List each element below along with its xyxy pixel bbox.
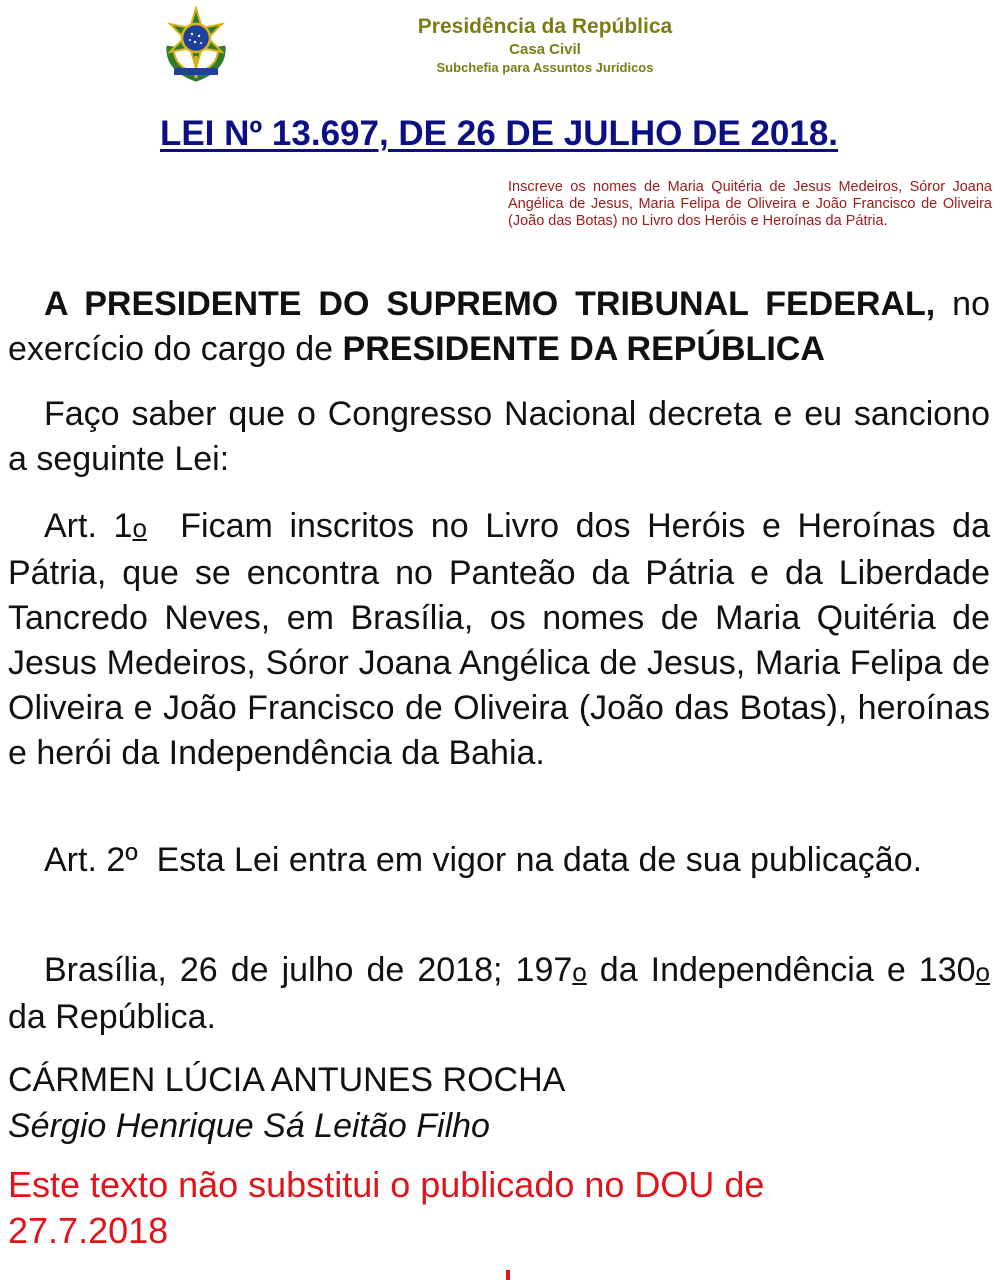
org-line-subchefia: Subchefia para Assuntos Jurídicos — [436, 60, 654, 75]
enacting-clause — [8, 392, 990, 482]
org-line-presidency: Presidência da República — [417, 15, 673, 38]
article-1-text: Ficam inscritos no Livro dos Heróis e Heroínas da Pátria, que se encontra no Panteão da Pátria e da Liberdade Tancredo Neves, em Brasília, os nomes de Maria Quitéria de Jesus Medeiros, Sóror Joana Angélica de Jesus, Maria Felipa de Oliveira e João Francisco de Oliveira (João das Botas), heroínas e herói da Independência da Bahia. — [8, 507, 990, 772]
scroll-marker — [506, 1270, 510, 1280]
dou-notice: Este texto não substitui o publicado no DOU de 27.7.2018 — [8, 1164, 765, 1251]
org-line-casa-civil: Casa Civil — [509, 41, 581, 58]
date-line — [8, 948, 990, 1040]
article-1-ordinal: o — [132, 513, 147, 543]
preamble-exercise: no exercício do cargo de — [8, 285, 990, 368]
date-line-ordinal-1: o — [572, 957, 587, 987]
date-line-part3: da República. — [8, 998, 216, 1036]
enacting-clause-text: Faço saber que o Congresso Nacional decreta e eu sanciono a seguinte Lei: — [8, 395, 990, 478]
signature-minister: Sérgio Henrique Sá Leitão Filho — [8, 1107, 490, 1145]
article-1 — [8, 504, 990, 776]
article-2 — [8, 838, 990, 883]
document-header — [0, 0, 998, 100]
preamble — [8, 282, 990, 372]
ementa: Inscreve os nomes de Maria Quitéria de Jesus Medeiros, Sóror Joana Angélica de Jesus, Maria Felipa de Oliveira e João Francisco de Oliveira (João das Botas) no Livro dos Heróis e Heroínas da Pátria. — [508, 179, 992, 229]
date-line-ordinal-2: o — [975, 957, 990, 987]
date-line-part2: da Independência e 130 — [586, 951, 976, 989]
article-2-text: Esta Lei entra em vigor na data de sua publicação. — [156, 841, 923, 879]
preamble-office: PRESIDENTE DA REPÚBLICA — [342, 330, 825, 368]
coat-of-arms-icon — [160, 6, 232, 82]
article-1-label: Art. 1 — [44, 507, 133, 545]
date-line-part1: Brasília, 26 de julho de 2018; 197 — [44, 951, 573, 989]
signature-president: CÁRMEN LÚCIA ANTUNES ROCHA — [8, 1061, 566, 1099]
article-2-label: Art. 2º — [44, 841, 138, 879]
issuing-organization — [330, 14, 760, 76]
law-title-link[interactable]: LEI Nº 13.697, DE 26 DE JULHO DE 2018. — [159, 114, 839, 153]
preamble-authority: A PRESIDENTE DO SUPREMO TRIBUNAL FEDERAL, — [44, 285, 936, 323]
